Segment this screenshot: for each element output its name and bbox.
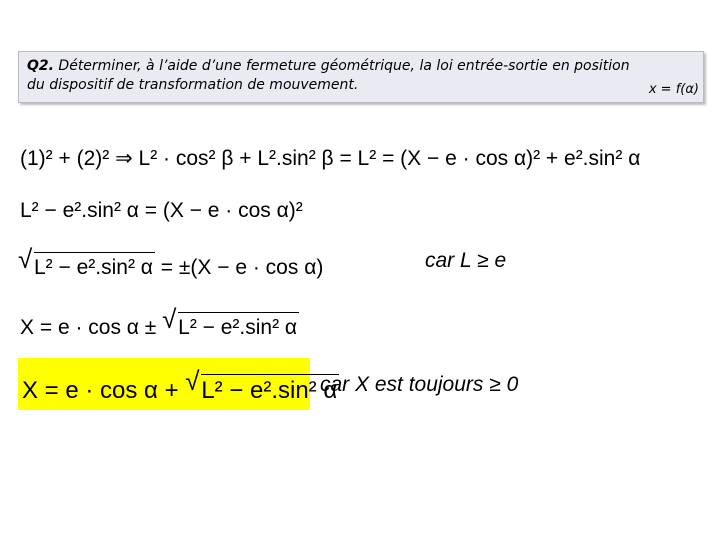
equation-5-note: car X est toujours ≥ 0 [320,373,519,396]
sqrt-radical: √ L² − e².sin² α [162,304,298,339]
question-label: Q2. [27,58,54,74]
equation-4-left: X = e · cos α ± [20,316,157,339]
question-box [18,51,704,103]
sqrt-radical: √ L² − e².sin² α [18,244,153,279]
question-text-line2: du dispositif de transformation de mouvement. [27,77,359,93]
equation-2: L² − e².sin² α = (X − e · cos α)² [20,199,303,222]
sqrt-radical: √ L² − e².sin² α [185,366,338,404]
equation-1: (1)² + (2)² ⇒ L² · cos² β + L².sin² β = L² = (X − e · cos α)² + e².sin² α [20,147,641,170]
equation-4 [20,304,299,339]
relation-label: x = f(α) [648,82,699,97]
radicand-4: L² − e².sin² α [178,312,299,338]
equation-5 [22,366,339,404]
radicand-5: L² − e².sin² α [201,374,339,403]
equation-3 [18,244,324,279]
question-text-line1: Déterminer, à l’aide d’une fermeture géométrique, la loi entrée-sortie en position [58,58,630,74]
radicand-3: L² − e².sin² α [34,252,155,278]
equation-3-rest: = ±(X − e · cos α) [160,256,324,279]
equation-3-note: car L ≥ e [425,249,507,272]
equation-5-left: X = e · cos α + [22,377,179,404]
